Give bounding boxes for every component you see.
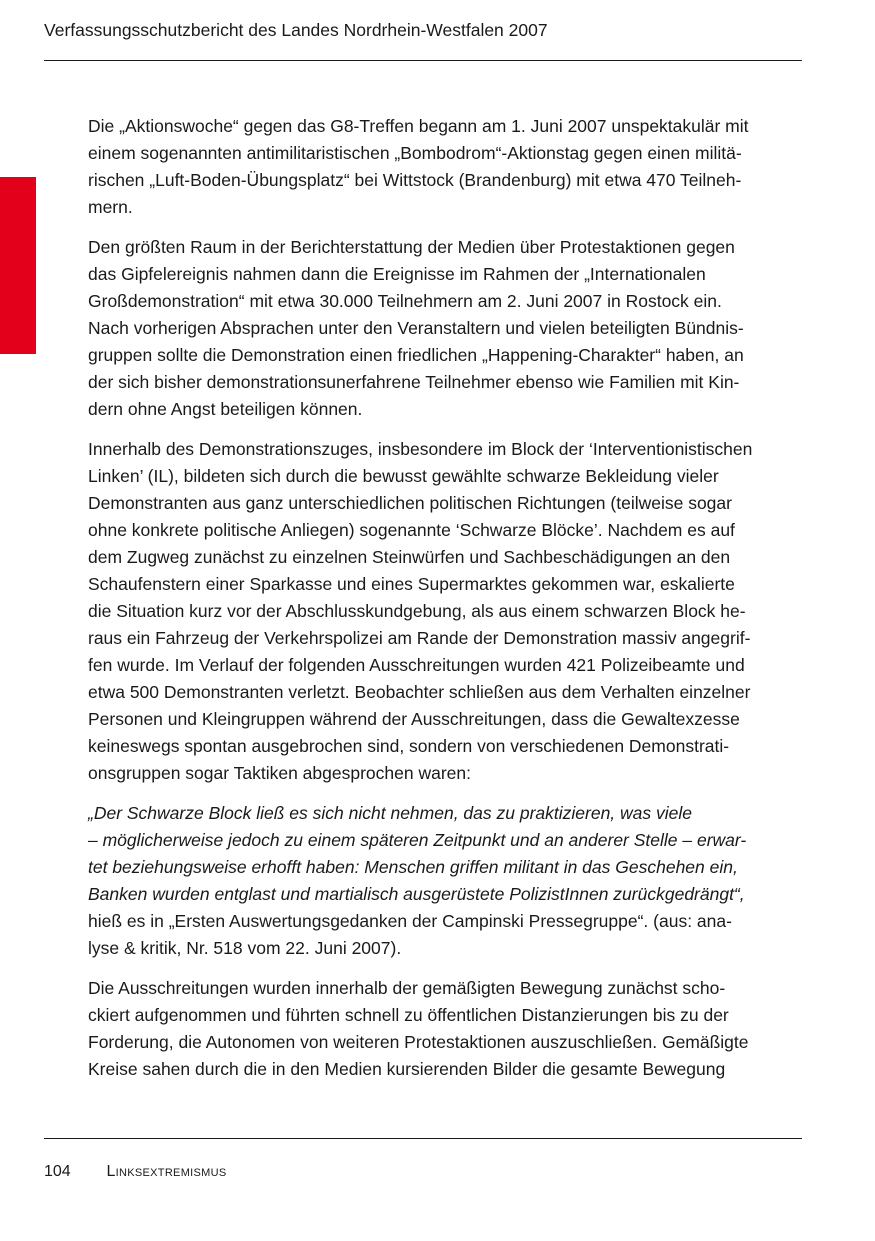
text-line: raus ein Fahrzeug der Verkehrspolizei am Rande der Demonstration massiv angegrif- [88,628,751,648]
paragraph-1 [88,113,804,221]
text-line: Die „Aktionswoche“ gegen das G8-Treffen begann am 1. Juni 2007 unspektakulär mit [88,116,749,136]
text-line: keineswegs spontan ausgebrochen sind, sondern von verschiedenen Demonstrati- [88,736,730,756]
paragraph-2 [88,234,804,423]
paragraph-5 [88,975,804,1083]
paragraph-quote [88,800,804,962]
text-line: mern. [88,197,133,217]
quote-line: „Der Schwarze Block ließ es sich nicht nehmen, das zu praktizieren, was viele [88,803,692,823]
text-line: gruppen sollte die Demonstration einen friedlichen „Happening-Charakter“ haben, an [88,345,744,365]
text-line: Demonstranten aus ganz unterschiedlichen politischen Richtungen (teilweise sogar [88,493,732,513]
text-line: Den größten Raum in der Berichterstattung der Medien über Protestaktionen gegen [88,237,735,257]
section-title: Linksextremismus [106,1163,227,1180]
page-number: 104 [44,1163,71,1180]
text-line: Die Ausschreitungen wurden innerhalb der gemäßigten Bewegung zunächst scho- [88,978,726,998]
page-footer [44,1163,227,1181]
text-line: Linken’ (IL), bildeten sich durch die bewusst gewählte schwarze Bekleidung vieler [88,466,719,486]
text-line: Personen und Kleingruppen während der Ausschreitungen, dass die Gewaltexzesse [88,709,740,729]
body-text [88,113,804,1096]
page-header-title: Verfassungsschutzbericht des Landes Nordrhein-Westfalen 2007 [44,20,548,40]
quote-line: – möglicherweise jedoch zu einem späteren Zeitpunkt und an anderer Stelle – erwar- [88,830,747,850]
citation-line: lyse & kritik, Nr. 518 vom 22. Juni 2007). [88,938,402,958]
text-line: das Gipfelereignis nahmen dann die Ereignisse im Rahmen der „Internationalen [88,264,706,284]
text-line: Forderung, die Autonomen von weiteren Protestaktionen auszuschließen. Gemäßigte [88,1032,749,1052]
text-line: Schaufenstern einer Sparkasse und eines Supermarktes gekommen war, eskalierte [88,574,735,594]
text-line: rischen „Luft-Boden-Übungsplatz“ bei Wittstock (Brandenburg) mit etwa 470 Teilneh- [88,170,742,190]
footer-rule [44,1138,802,1139]
paragraph-3 [88,436,804,787]
text-line: dern ohne Angst beteiligen können. [88,399,363,419]
text-line: die Situation kurz vor der Abschlusskundgebung, als aus einem schwarzen Block he- [88,601,746,621]
quote-line: Banken wurden entglast und martialisch ausgerüstete PolizistInnen zurückgedrängt“, [88,884,745,904]
text-line: dem Zugweg zunächst zu einzelnen Steinwürfen und Sachbeschädigungen an den [88,547,731,567]
text-line: fen wurde. Im Verlauf der folgenden Ausschreitungen wurden 421 Polizeibeamte und [88,655,745,675]
quote-line: tet beziehungsweise erhofft haben: Menschen griffen militant in das Geschehen ein, [88,857,738,877]
text-line: Innerhalb des Demonstrationszuges, insbesondere im Block der ‘Interventionistischen [88,439,753,459]
text-line: Großdemonstration“ mit etwa 30.000 Teilnehmern am 2. Juni 2007 in Rostock ein. [88,291,722,311]
text-line: etwa 500 Demonstranten verletzt. Beobachter schließen aus dem Verhalten einzelner [88,682,751,702]
chapter-marker-tab [0,177,36,354]
text-line: ohne konkrete politische Anliegen) sogenannte ‘Schwarze Blöcke’. Nachdem es auf [88,520,735,540]
citation-line: hieß es in „Ersten Auswertungsgedanken der Campinski Pressegruppe“. (aus: ana- [88,911,732,931]
text-line: der sich bisher demonstrationsunerfahrene Teilnehmer ebenso wie Familien mit Kin- [88,372,740,392]
text-line: einem sogenannten antimilitaristischen „Bombodrom“-Aktionstag gegen einen militä- [88,143,742,163]
text-line: ckiert aufgenommen und führten schnell zu öffentlichen Distanzierungen bis zu der [88,1005,729,1025]
text-line: onsgruppen sogar Taktiken abgesprochen waren: [88,763,471,783]
header-rule [44,60,802,61]
text-line: Kreise sahen durch die in den Medien kursierenden Bilder die gesamte Bewegung [88,1059,726,1079]
text-line: Nach vorherigen Absprachen unter den Veranstaltern und vielen beteiligten Bündnis- [88,318,744,338]
